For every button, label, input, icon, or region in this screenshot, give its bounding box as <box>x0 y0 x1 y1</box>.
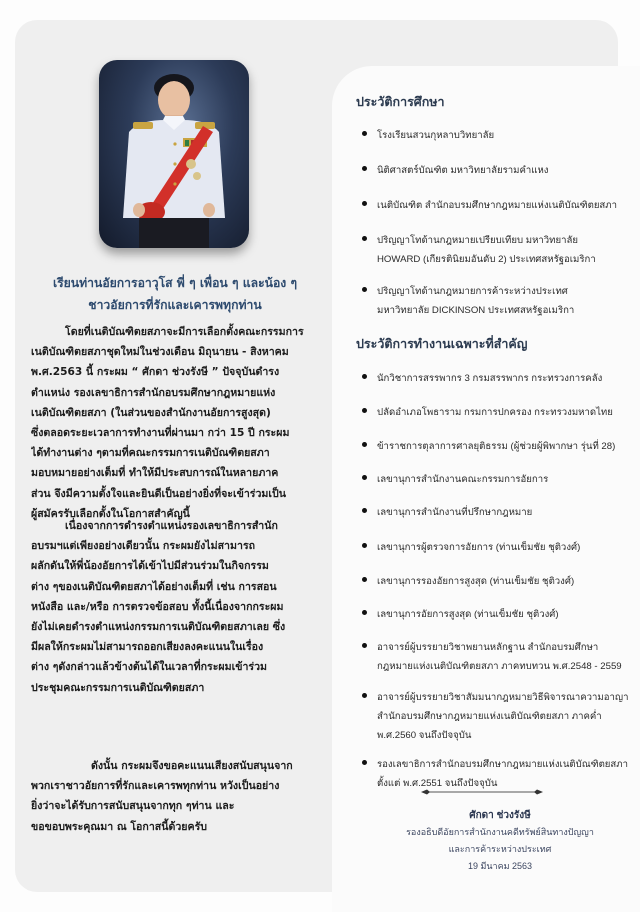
list-item <box>362 126 632 145</box>
paragraph-line: ประชุมคณะกรรมการเนติบัณฑิตยสภา <box>31 681 205 694</box>
bullet-icon <box>362 287 367 292</box>
paragraph-line: ยังไม่เคยดำรงตำแหน่งกรรมการเนติบัณฑิตยสภาเลย ซึ่ง <box>31 621 286 634</box>
paragraph-closing <box>31 756 327 837</box>
list-item <box>362 196 632 215</box>
bullet-icon <box>362 166 367 171</box>
list-item-text: ปลัดอำเภอโพธาราม กรมการปกครอง กระทรวงมหาดไทย <box>377 407 613 418</box>
list-item-text: เลขานุการสำนักงานที่ปรึกษากฎหมาย <box>377 507 533 518</box>
paragraph-line: มอบหมายอย่างเต็มที่ ทำให้มีประสบการณ์ในหลายภาค <box>31 467 279 480</box>
list-item-text: เลขานุการผู้ตรวจการอัยการ (ท่านเข็มชัย ชุติวงศ์) <box>377 542 581 553</box>
list-item-text: อาจารย์ผู้บรรยายวิชาพยานหลักฐาน สำนักอบรมศึกษา <box>377 642 599 653</box>
bullet-icon <box>362 508 367 513</box>
education-heading: ประวัติการศึกษา <box>356 94 445 109</box>
bullet-icon <box>362 201 367 206</box>
list-item-text: รองเลขาธิการสำนักอบรมศึกษากฎหมายแห่งเนติบัณฑิตยสภา <box>377 759 628 770</box>
list-item-text: HOWARD (เกียรตินิยมอันดับ 2) ประเทศสหรัฐอเมริกา <box>377 254 596 265</box>
list-item <box>362 638 632 676</box>
greeting-line-2: ชาวอัยการที่รักและเคารพทุกท่าน <box>88 298 262 312</box>
signer-position-line-1: รองอธิบดีอัยการสำนักงานคดีทรัพย์สินทางปัญญา <box>406 827 594 837</box>
bullet-icon <box>362 374 367 379</box>
list-item-text: นิติศาสตร์บัณฑิต มหาวิทยาลัยรามคำแหง <box>377 165 549 176</box>
bullet-icon <box>362 610 367 615</box>
list-item <box>362 437 632 456</box>
paragraph-line: ตำแหน่ง รองเลขาธิการสำนักอบรมศึกษากฎหมายแห่ง <box>31 386 276 399</box>
list-item <box>362 403 632 422</box>
bullet-icon <box>362 236 367 241</box>
list-item-text: โรงเรียนสวนกุหลาบวิทยาลัย <box>377 130 495 141</box>
paragraph-line: โดยที่เนติบัณฑิตยสภาจะมีการเลือกตั้งคณะกรรมการ <box>65 326 304 338</box>
paragraph-line: ดังนั้น กระผมจึงขอคะแนนเสียงสนับสนุนจาก <box>91 760 293 772</box>
paragraph-line: เนติบัณฑิตยสภา (ในส่วนของสำนักงานอัยการสูงสุด) <box>31 406 271 419</box>
list-item <box>362 572 632 591</box>
paragraph-line: เนื่องจากการดำรงตำแหน่งรองเลขาธิการสำนัก <box>65 520 278 532</box>
list-item-text: นักวิชาการสรรพากร 3 กรมสรรพากร กระทรวงการคลัง <box>377 373 603 384</box>
work-history-heading: ประวัติการทำงานเฉพาะที่สำคัญ <box>356 336 528 351</box>
list-item-text: มหาวิทยาลัย DICKINSON ประเทศสหรัฐอเมริกา <box>377 305 575 316</box>
candidate-portrait <box>99 60 249 248</box>
bullet-icon <box>362 408 367 413</box>
greeting-heading <box>30 272 320 316</box>
signature-date: 19 มีนาคม 2563 <box>467 861 533 871</box>
list-item-text: กฎหมายแห่งเนติบัณฑิตยสภา ภาคทบทวน พ.ศ.2548 - 2559 <box>377 661 622 672</box>
bullet-icon <box>362 475 367 480</box>
portrait-image <box>99 60 249 248</box>
paragraph-line: อบรมฯแต่เพียงอย่างเดียวนั้น กระผมยังไม่สามารถ <box>31 540 256 553</box>
paragraph-line: ต่าง ๆของเนติบัณฑิตยสภาได้อย่างเต็มที่ เช่น การสอน <box>31 580 277 593</box>
list-item <box>362 282 632 320</box>
list-item <box>362 161 632 180</box>
bullet-icon <box>362 760 367 765</box>
paragraph-line: พ.ศ.2563 นี้ กระผม “ ศักดา ช่วงรังษี ” ปัจจุบันดำรง <box>31 366 280 379</box>
paragraph-line: ได้ทำงานต่าง ๆตามที่คณะกรรมการเนติบัณฑิตยสภา <box>31 447 270 460</box>
paragraph-line: ยิ่งว่าจะได้รับการสนับสนุนจากทุก ๆท่าน และ <box>31 800 235 813</box>
paragraph-reason <box>31 516 327 698</box>
list-item <box>362 605 632 624</box>
paragraph-line: หนังสือ และ/หรือ การตรวจข้อสอบ ทั้งนี้เนื่องจากกระผม <box>31 600 284 613</box>
list-item-text: อาจารย์ผู้บรรยายวิชาสัมมนากฎหมายวิธีพิจารณาความอาญา <box>377 692 629 703</box>
list-item-text: ปริญญาโทด้านกฎหมายการค้าระหว่างประเทศ <box>377 286 568 297</box>
list-item-text: เลขานุการอัยการสูงสุด (ท่านเข็มชัย ชุติวงศ์) <box>377 609 559 620</box>
paragraph-line: ผู้สมัครรับเลือกตั้งในโอกาสสำคัญนี้ <box>31 507 190 520</box>
paragraph-intro <box>31 322 327 524</box>
list-item <box>362 369 632 388</box>
greeting-line-1: เรียนท่านอัยการอาวุโส พี่ ๆ เพื่อน ๆ และน้อง ๆ <box>52 276 298 290</box>
list-item <box>362 538 632 557</box>
list-item-text: ตั้งแต่ พ.ศ.2551 จนถึงปัจจุบัน <box>377 778 498 789</box>
list-item-text: สำนักอบรมศึกษากฎหมายแห่งเนติบัณฑิตยสภา ภาคค่ำ <box>377 711 602 722</box>
list-item-text: เลขานุการสำนักงานคณะกรรมการอัยการ <box>377 474 549 485</box>
paragraph-line: ขอขอบพระคุณมา ณ โอกาสนี้ด้วยครับ <box>31 820 208 833</box>
list-item-text: พ.ศ.2560 จนถึงปัจจุบัน <box>377 730 472 741</box>
signer-position-line-2: และการค้าระหว่างประเทศ <box>448 844 552 854</box>
list-item-text: เลขานุการรองอัยการสูงสุด (ท่านเข็มชัย ชุติวงศ์) <box>377 576 575 587</box>
list-item <box>362 470 632 489</box>
list-item <box>362 688 632 745</box>
bullet-icon <box>362 442 367 447</box>
list-item <box>362 755 632 793</box>
bullet-icon <box>362 643 367 648</box>
bullet-icon <box>362 131 367 136</box>
paragraph-line: ซึ่งตลอดระยะเวลาการทำงานที่ผ่านมา กว่า 15 ปี กระผม <box>31 427 290 440</box>
list-item-text: ข้าราชการตุลาการศาลยุติธรรม (ผู้ช่วยผู้พิพากษา รุ่นที่ 28) <box>377 441 616 452</box>
list-item <box>362 503 632 522</box>
paragraph-line: ส่วน จึงมีความตั้งใจและยินดีเป็นอย่างยิ่งที่จะเข้าร่วมเป็น <box>31 487 287 500</box>
list-item <box>362 231 632 269</box>
paragraph-line: มีผลให้กระผมไม่สามารถออกเสียงลงคะแนนในเรื่อง <box>31 641 264 654</box>
paragraph-line: พวกเราชาวอัยการที่รักและเคารพทุกท่าน หวังเป็นอย่าง <box>31 780 280 793</box>
paragraph-line: ต่าง ๆดังกล่าวแล้วข้างต้นได้ในเวลาที่กระผมเข้าร่วม <box>31 661 268 674</box>
signature-block <box>370 807 630 875</box>
bullet-icon <box>362 543 367 548</box>
bullet-icon <box>362 577 367 582</box>
signer-name: ศักดา ช่วงรังษี <box>469 810 531 821</box>
ornament-divider-icon <box>421 789 543 795</box>
paragraph-line: ผลักดันให้พี่น้องอัยการได้เข้าไปมีส่วนร่วมในกิจกรรม <box>31 560 269 573</box>
paragraph-line: เนติบัณฑิตยสภาชุดใหม่ในช่วงเดือน มิถุนายน - สิงหาคม <box>31 346 289 359</box>
list-item-text: เนติบัณฑิต สำนักอบรมศึกษากฎหมายแห่งเนติบัณฑิตยสภา <box>377 200 618 211</box>
bullet-icon <box>362 693 367 698</box>
list-item-text: ปริญญาโทด้านกฎหมายเปรียบเทียบ มหาวิทยาลัย <box>377 235 579 246</box>
